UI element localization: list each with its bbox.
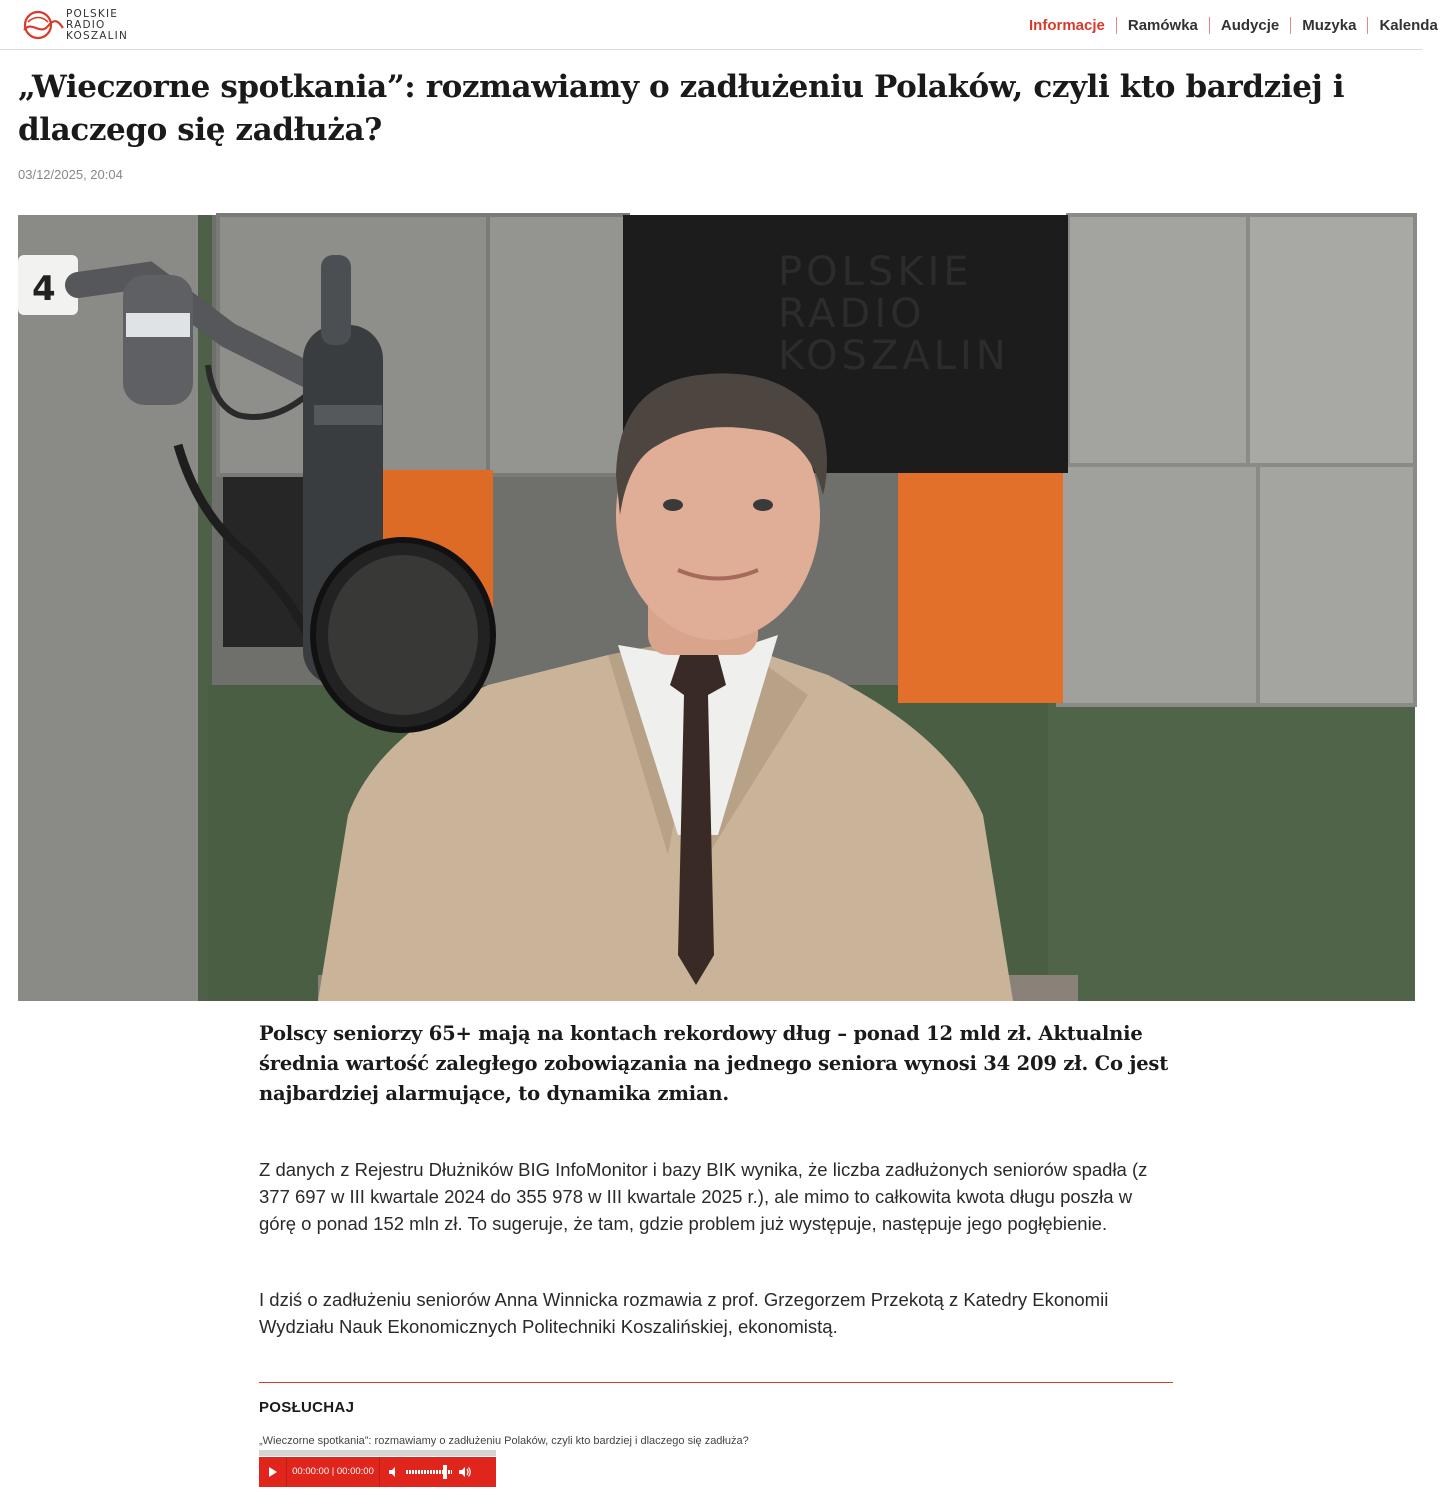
article-date: 03/12/2025, 20:04 bbox=[18, 167, 123, 182]
logo-line-3: KOSZALIN bbox=[66, 29, 129, 42]
article-paragraph: I dziś o zadłużeniu seniorów Anna Winnicka rozmawia z prof. Grzegorzem Przekotą z Katedry Ekonomii Wydziału Nauk Ekonomicznych Politechniki Koszalińskiej, ekonomistą. bbox=[259, 1289, 1109, 1337]
mute-icon[interactable] bbox=[388, 1466, 400, 1478]
article-title: „Wieczorne spotkania”: rozmawiamy o zadłużeniu Polaków, czyli kto bardziej i dlaczego się zadłuża? bbox=[18, 69, 1345, 148]
hero-photo bbox=[18, 215, 1415, 1001]
nav-item-muzyka[interactable]: Muzyka bbox=[1302, 16, 1357, 34]
main-nav bbox=[1018, 0, 1449, 50]
volume-slider[interactable] bbox=[406, 1470, 452, 1474]
radio-wave-logo-icon bbox=[18, 6, 64, 44]
nav-item-audycje[interactable]: Audycje bbox=[1220, 16, 1280, 34]
nav-separator bbox=[1209, 17, 1210, 34]
studio-sign-line-2: RADIO bbox=[778, 291, 926, 337]
audio-track-title: „Wieczorne spotkania”: rozmawiamy o zadłużeniu Polaków, czyli kto bardziej i dlaczego się zadłuża? bbox=[259, 1435, 749, 1447]
nav-item-kalendarz[interactable]: Kalenda bbox=[1379, 16, 1438, 34]
article-lead: Polscy seniorzy 65+ mają na kontach rekordowy dług – ponad 12 mld zł. Aktualnie średnia wartość zaległego zobowiązania na jednego seniora wynosi 34 209 zł. Co jest najbardziej alarmujące, to dynamika zmian. bbox=[259, 1022, 1169, 1105]
nav-item-informacje[interactable]: Informacje bbox=[1029, 16, 1105, 34]
studio-sign-line-3: KOSZALIN bbox=[778, 333, 1010, 379]
listen-heading: POSŁUCHAJ bbox=[259, 1399, 355, 1416]
volume-max-icon[interactable] bbox=[458, 1466, 472, 1478]
logo-line-1: POLSKIE bbox=[66, 7, 119, 20]
audio-progress-bar[interactable] bbox=[259, 1450, 496, 1456]
studio-sign-line-1: POLSKIE bbox=[778, 249, 973, 295]
listen-divider bbox=[259, 1382, 1173, 1383]
nav-item-ramowka[interactable]: Ramówka bbox=[1127, 16, 1198, 34]
volume-control bbox=[380, 1457, 472, 1487]
nav-separator bbox=[1290, 17, 1291, 34]
nav-separator bbox=[1367, 17, 1368, 34]
logo-text bbox=[66, 9, 128, 42]
logo-line-2: RADIO bbox=[66, 18, 106, 31]
mic-number-label: 4 bbox=[32, 269, 56, 309]
volume-slider-handle[interactable] bbox=[443, 1465, 447, 1479]
site-header bbox=[0, 0, 1438, 50]
audio-player bbox=[259, 1457, 496, 1487]
site-logo[interactable] bbox=[18, 6, 128, 44]
audio-time: 00:00:00 | 00:00:00 bbox=[287, 1457, 380, 1487]
play-button[interactable] bbox=[259, 1457, 287, 1487]
nav-separator bbox=[1116, 17, 1117, 34]
article-paragraph: Z danych z Rejestru Dłużników BIG InfoMonitor i bazy BIK wynika, że liczba zadłużonych seniorów spadła (z 377 697 w III kwartale 2024 do 355 978 w III kwartale 2025 r.), ale mimo to całkowita kwota długu poszła w górę o ponad 152 mln zł. To sugeruje, że tam, gdzie problem już występuje, następuje jego pogłębienie. bbox=[259, 1159, 1148, 1234]
play-icon bbox=[268, 1466, 278, 1478]
